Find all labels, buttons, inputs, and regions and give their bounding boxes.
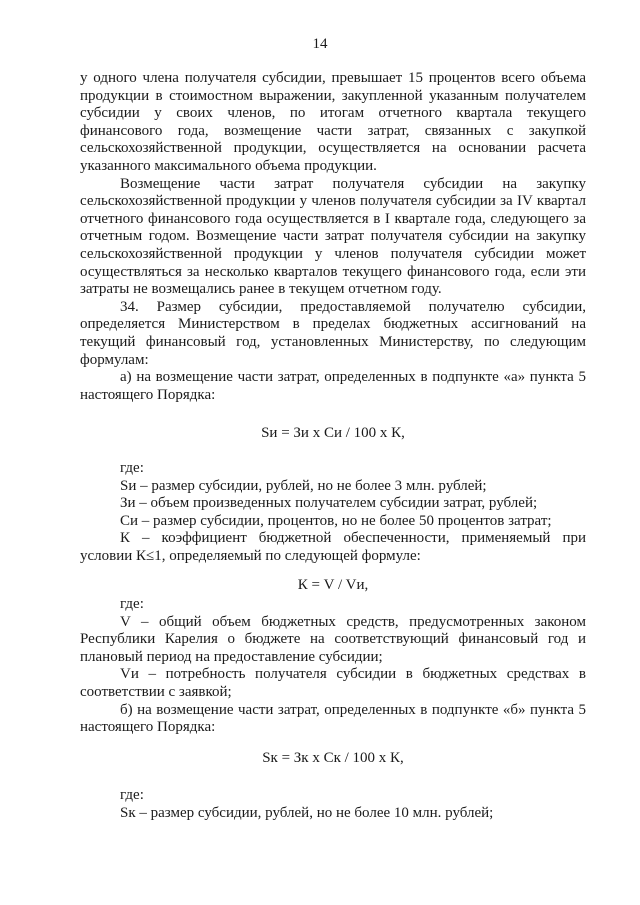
formula-k: К = V / Vи, [297,577,369,593]
text-block-1 [80,70,586,404]
definition-item: Зи – объем произведенных получателем субсидии затрат, рублей; [120,495,538,512]
formula-block-3 [80,750,586,768]
formula-s-i: Sи = Зи х Си / 100 х К, [261,425,405,441]
definition-item: V – общий объем бюджетных средств, предусмотренных законом Республики Карелия о бюджете на соответствующий финансовый год и плановый период на предоставление субсидии; [80,613,586,665]
paragraph-34: 34. Размер субсидии, предоставляемой получателю субсидии, определяется Министерством в пределах бюджетных ассигнований на текущий финансовый год, установленных Министерству, по следующим формулам: [80,298,586,368]
formula-block-2 [80,577,586,595]
text-block-3 [80,596,586,737]
paragraph-quarter-reimbursement: Возмещение части затрат получателя субсидии на закупку сельскохозяйственной продукции у членов получателя субсидии за IV квартал отчетного финансового года осуществляется в I квартале года, следующего за отчетным годом. Возмещение части затрат получателя субсидии на закупку сельскохозяйственной продукции у членов получателя субсидии может осуществляться за несколько кварталов текущего финансового года, если эти затраты не возмещались ранее в текущем отчетном году. [80,175,586,298]
definition-item: Си – размер субсидии, процентов, но не более 50 процентов затрат; [120,512,552,529]
where-label: где: [120,596,144,612]
where-label: где: [120,787,144,803]
formula-block-1 [80,425,586,443]
definition-item: Sи – размер субсидии, рублей, но не более 3 млн. рублей; [120,477,487,494]
paragraph-a: а) на возмещение части затрат, определенных в подпункте «а» пункта 5 настоящего Порядка: [80,369,586,403]
definition-item: К – коэффициент бюджетной обеспеченности, применяемый при условии К≤1, определяемый по следующей формуле: [80,530,586,564]
paragraph-continuation: у одного члена получателя субсидии, превышает 15 процентов всего объема продукции в стоимостном выражении, закупленной указанным получателем субсидии у своих членов, по итогам отчетного квартала текущего финансового года, возмещение части затрат, связанных с закупкой сельскохозяйственной продукции, осуществляется на основании расчета указанного максимального объема продукции. [80,70,586,174]
definition-item: Sк – размер субсидии, рублей, но не более 10 млн. рублей; [120,804,494,821]
formula-s-k: Sк = Зк х Ск / 100 х К, [262,750,404,766]
where-label: где: [120,460,144,476]
paragraph-b: б) на возмещение части затрат, определенных в подпункте «б» пункта 5 настоящего Порядка: [80,701,586,736]
text-block-2 [80,460,586,566]
definition-item: Vи – потребность получателя субсидии в бюджетных средствах в соответствии с заявкой; [80,666,586,700]
page-number: 14 [312,36,328,52]
text-block-4 [80,787,586,822]
